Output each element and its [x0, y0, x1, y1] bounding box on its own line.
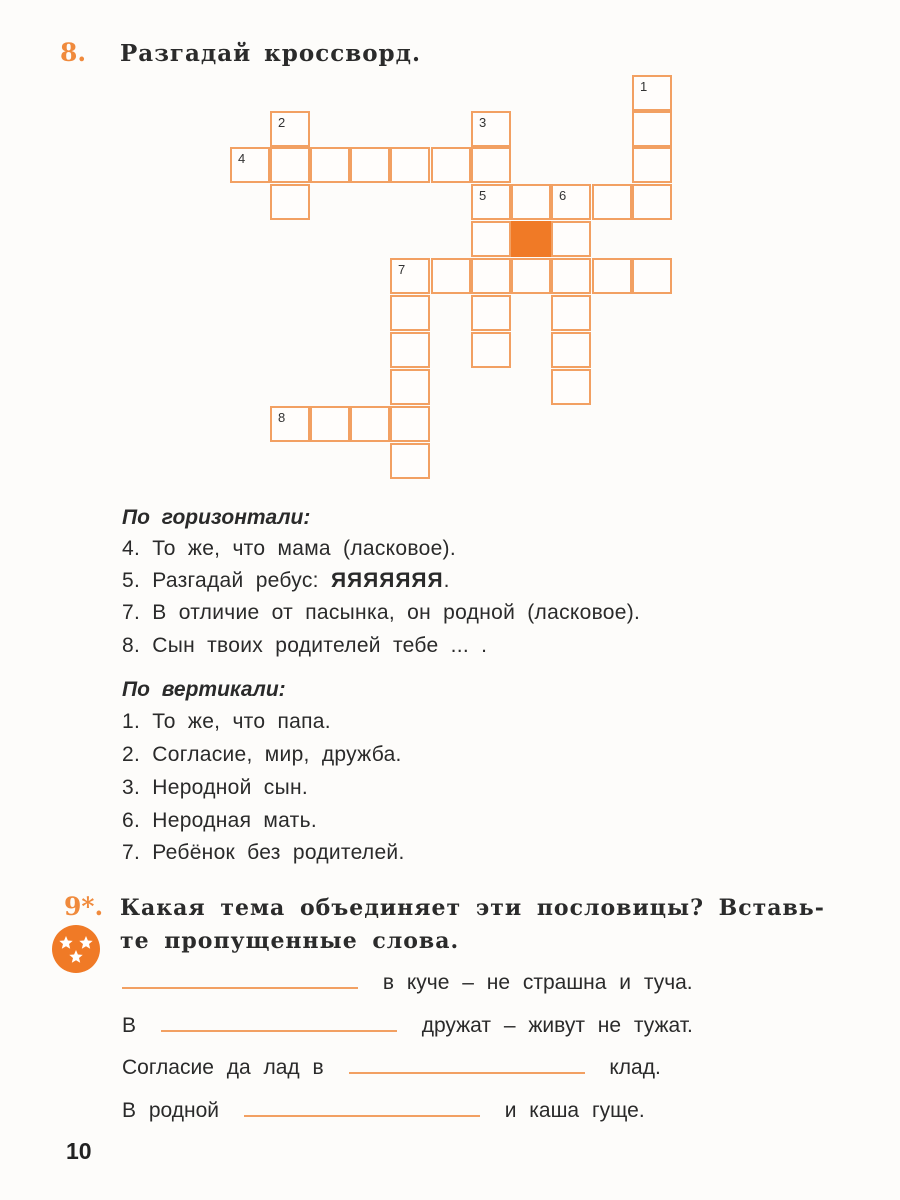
clue-down-3: 3. Неродной сын. [122, 776, 309, 799]
proverb-4-end: и каша гуще. [504, 1099, 645, 1122]
crossword-cell[interactable] [551, 258, 591, 294]
crossword-cell[interactable] [390, 369, 430, 405]
crossword-cell[interactable] [270, 184, 310, 220]
crossword-cell[interactable] [350, 406, 390, 442]
answer-blank[interactable] [244, 1097, 480, 1117]
crossword-cell[interactable] [390, 332, 430, 368]
task-9-title-line1: Какая тема объединяет эти пословицы? Вставь- [120, 895, 825, 921]
clue-number: 1 [640, 79, 648, 94]
crossword-cell[interactable] [310, 147, 350, 183]
crossword-cell[interactable] [632, 258, 672, 294]
proverb-4-start: В родной [122, 1099, 219, 1122]
filled-cell [511, 221, 551, 257]
proverb-4 [122, 1097, 645, 1123]
crossword-cell[interactable] [390, 406, 430, 442]
clue-number: 7 [398, 262, 406, 277]
answer-blank[interactable] [161, 1012, 397, 1032]
crossword-cell[interactable] [471, 221, 511, 257]
crossword-cell[interactable] [632, 111, 672, 147]
clue-across-4: 4. То же, что мама (ласковое). [122, 537, 456, 560]
crossword-cell[interactable] [551, 332, 591, 368]
crossword-cell[interactable] [551, 369, 591, 405]
proverb-1-end: в куче – не страшна и туча. [382, 971, 693, 994]
clue-number: 3 [479, 115, 487, 130]
across-heading: По горизонтали: [122, 506, 311, 529]
clue-down-7: 7. Ребёнок без родителей. [122, 841, 405, 864]
proverb-2-start: В [122, 1014, 137, 1037]
rebus: ЯЯЯЯЯЯЯ [330, 569, 444, 592]
crossword-cell[interactable] [592, 258, 632, 294]
task-8-number: 8. [60, 38, 87, 67]
clue-down-6: 6. Неродная мать. [122, 809, 317, 832]
down-heading: По вертикали: [122, 678, 286, 701]
clue-across-5 [122, 569, 450, 593]
crossword-cell[interactable] [471, 184, 511, 220]
crossword-cell[interactable] [551, 184, 591, 220]
clue-down-1: 1. То же, что папа. [122, 710, 331, 733]
proverb-2-end: дружат – живут не тужат. [421, 1014, 693, 1037]
crossword-cell[interactable] [230, 147, 270, 183]
crossword-cell[interactable] [471, 295, 511, 331]
proverb-3 [122, 1054, 661, 1080]
crossword-cell[interactable] [350, 147, 390, 183]
crossword-cell[interactable] [390, 258, 430, 294]
crossword-cell[interactable] [471, 147, 511, 183]
crossword-cell[interactable] [632, 147, 672, 183]
crossword-cell[interactable] [431, 258, 471, 294]
proverb-3-end: клад. [609, 1056, 661, 1079]
crossword-cell[interactable] [632, 75, 672, 111]
answer-blank[interactable] [122, 969, 358, 989]
clue-number: 5 [479, 188, 487, 203]
task-8-title: Разгадай кроссворд. [120, 40, 421, 67]
crossword-cell[interactable] [390, 295, 430, 331]
crossword-cell[interactable] [632, 184, 672, 220]
proverb-3-start: Согласие да лад в [122, 1056, 324, 1079]
crossword-cell[interactable] [471, 258, 511, 294]
crossword-cell[interactable] [511, 184, 551, 220]
clue-across-7: 7. В отличие от пасынка, он родной (ласковое). [122, 601, 641, 624]
crossword-cell[interactable] [511, 258, 551, 294]
crossword-cell[interactable] [592, 184, 632, 220]
clue-across-8: 8. Сын твоих родителей тебе ... . [122, 634, 488, 657]
clue-number: 6 [559, 188, 567, 203]
crossword-cell[interactable] [270, 147, 310, 183]
answer-blank[interactable] [349, 1054, 585, 1074]
proverb-1 [122, 969, 693, 995]
crossword-cell[interactable] [431, 147, 471, 183]
clue-number: 2 [278, 115, 286, 130]
task-9-title-line2: те пропущенные слова. [120, 928, 460, 954]
clue-number: 4 [238, 151, 246, 166]
crossword-cell[interactable] [310, 406, 350, 442]
clue-across-5-end: . [443, 569, 450, 592]
clue-across-5-text: 5. Разгадай ребус: [122, 569, 331, 592]
crossword-cell[interactable] [551, 295, 591, 331]
clue-down-2: 2. Согласие, мир, дружба. [122, 743, 402, 766]
clue-number: 8 [278, 410, 286, 425]
proverb-2 [122, 1012, 693, 1038]
crossword-grid [0, 0, 900, 520]
crossword-cell[interactable] [390, 147, 430, 183]
three-stars-icon [52, 925, 100, 973]
crossword-cell[interactable] [471, 111, 511, 147]
page-number: 10 [66, 1138, 92, 1164]
task-9-number: 9*. [64, 892, 104, 921]
crossword-cell[interactable] [471, 332, 511, 368]
crossword-cell[interactable] [270, 406, 310, 442]
crossword-cell[interactable] [270, 111, 310, 147]
crossword-cell[interactable] [551, 221, 591, 257]
crossword-cell[interactable] [390, 443, 430, 479]
